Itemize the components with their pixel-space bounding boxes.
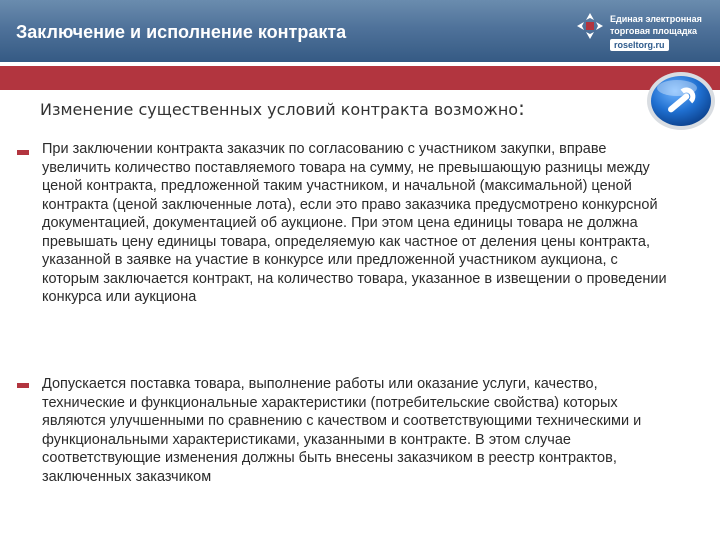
list-bullet	[17, 150, 29, 155]
list-item: Допускается поставка товара, выполнение работы или оказание услуги, качество, технические и функциональные характеристики (потребительские свойства) которых являются улучшенными по сравнению с качеством и соответствующими техническими и функциональными характеристиками, указанными в контракте. В этом случае соответствующие изменения должны быть внесены заказчиком в реестр контрактов, заключенных заказчиком	[42, 376, 642, 485]
list-bullet	[17, 383, 29, 388]
section-subtitle	[40, 96, 525, 120]
list-item: При заключении контракта заказчик по согласованию с участником закупки, вправе увеличить количество поставляемого товара на сумму, не превышающую разницы между ценой контракта, предложенной таким участником, и начальной (максимальной) ценой контракта (ценой заключенные лота), если это право заказчика предусмотрено конкурсной документацией, документацией об аукционе. При этом цена единицы товара не должна превышать цену единицы товара, определяемую как частное от деления цены контракта, указанной в заявке на участие в конкурсе или предложенной участником аукциона, с которым заключается контракт, на количество товара, указанное в извещении о проведении конкурса или аукциона	[42, 141, 667, 305]
wrench-icon	[644, 68, 718, 132]
page-title: Заключение и исполнение контракта	[16, 22, 347, 42]
logo-site-label: roseltorg.ru	[610, 39, 669, 51]
roseltorg-logo	[576, 10, 716, 56]
logo-mark-icon	[576, 12, 604, 40]
section-subtitle-colon: :	[518, 96, 525, 120]
section-subtitle-text: Изменение существенных условий контракта возможно	[40, 100, 519, 119]
accent-band	[0, 66, 720, 90]
logo-text-line2: торговая площадка	[610, 26, 698, 36]
logo-text-line1: Единая электронная	[610, 14, 702, 24]
header-bar	[0, 0, 720, 62]
